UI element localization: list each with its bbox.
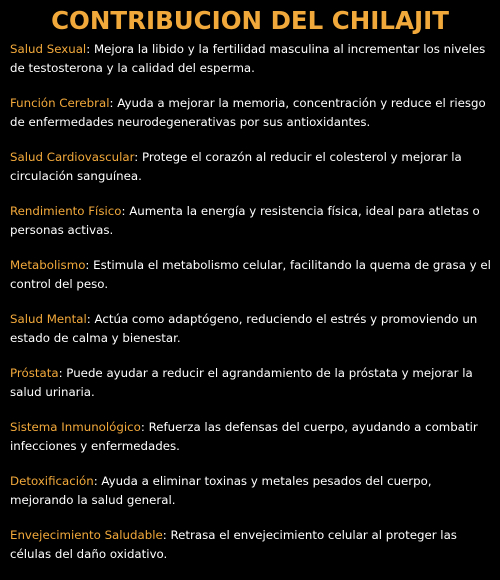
benefit-item xyxy=(10,94,494,132)
benefit-label: Función Cerebral xyxy=(10,96,110,110)
benefit-item xyxy=(10,40,494,78)
benefit-label: Salud Mental xyxy=(10,312,87,326)
benefit-label: Metabolismo xyxy=(10,258,86,272)
benefit-item xyxy=(10,148,494,186)
benefit-label: Detoxificación xyxy=(10,474,94,488)
benefit-text: : Puede ayudar a reducir el agrandamiento de la próstata y mejorar la salud urinaria. xyxy=(10,366,473,399)
benefit-text: : Ayuda a eliminar toxinas y metales pesados del cuerpo, mejorando la salud general. xyxy=(10,474,432,507)
benefit-item xyxy=(10,418,494,456)
benefit-label: Rendimiento Físico xyxy=(10,204,122,218)
benefit-label: Salud Sexual xyxy=(10,42,87,56)
benefit-item xyxy=(10,256,494,294)
benefit-text: : Actúa como adaptógeno, reduciendo el estrés y promoviendo un estado de calma y bienestar. xyxy=(10,312,478,345)
benefit-item xyxy=(10,526,494,564)
benefit-text: : Estimula el metabolismo celular, facilitando la quema de grasa y el control del peso. xyxy=(10,258,491,291)
benefit-text: : Retrasa el envejecimiento celular al proteger las células del daño oxidativo. xyxy=(10,528,457,561)
benefit-label: Próstata xyxy=(10,366,59,380)
benefit-label: Envejecimiento Saludable xyxy=(10,528,163,542)
page-title: CONTRIBUCION DEL CHILAJIT xyxy=(51,6,449,35)
benefit-label: Sistema Inmunológico xyxy=(10,420,141,434)
benefit-item xyxy=(10,472,494,510)
benefit-text: : Protege el corazón al reducir el colesterol y mejorar la circulación sanguínea. xyxy=(10,150,462,183)
benefit-label: Salud Cardiovascular xyxy=(10,150,135,164)
benefit-text: : Refuerza las defensas del cuerpo, ayudando a combatir infecciones y enfermedades. xyxy=(10,420,478,453)
benefit-text: : Aumenta la energía y resistencia física, ideal para atletas o personas activas. xyxy=(10,204,480,237)
benefit-text: : Ayuda a mejorar la memoria, concentración y reduce el riesgo de enfermedades neurodegenerativas por sus antioxidantes. xyxy=(10,96,486,129)
benefit-list xyxy=(10,40,494,580)
benefit-text: : Mejora la libido y la fertilidad masculina al incrementar los niveles de testosterona y la calidad del esperma. xyxy=(10,42,486,75)
benefit-item xyxy=(10,364,494,402)
benefit-item xyxy=(10,202,494,240)
benefit-item xyxy=(10,310,494,348)
